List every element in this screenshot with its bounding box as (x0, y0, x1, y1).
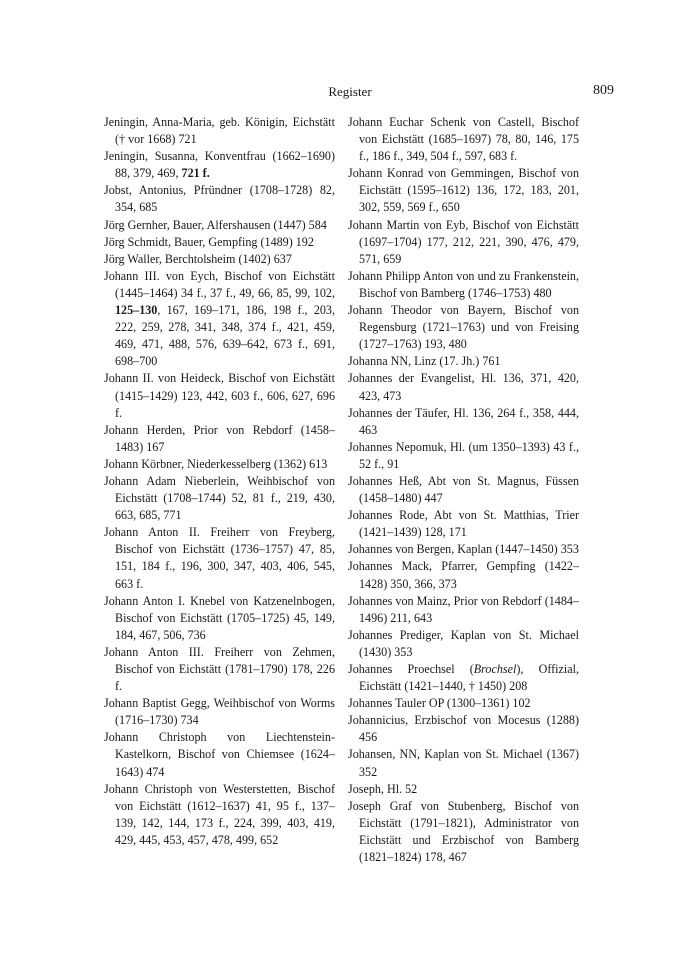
index-entry: Johann Körbner, Niederkesselberg (1362) 613 (104, 456, 328, 471)
index-entry: Johann Martin von Eyb, Bischof von Eichstätt (1697–1704) 177, 212, 221, 390, 476, 479, 571, 659 (348, 217, 579, 266)
index-entry: Johannes Rode, Abt von St. Matthias, Trier (1421–1439) 128, 171 (348, 508, 579, 540)
index-entry: Jörg Waller, Berchtolsheim (1402) 637 (104, 251, 292, 266)
index-entry: Johannes Tauler OP (1300–1361) 102 (348, 696, 531, 711)
index-entry: Johannes von Mainz, Prior von Rebdorf (1484–1496) 211, 643 (348, 593, 579, 625)
index-entry: Johannes Nepomuk, Hl. (um 1350–1393) 43 f., 52 f., 91 (348, 439, 579, 471)
index-entry: Jeningin, Susanna, Konventfrau (1662–1690) 88, 379, 469, 721 f. (104, 149, 335, 181)
index-entry: Johanna NN, Linz (17. Jh.) 761 (348, 354, 501, 369)
index-entry: Johann Theodor von Bayern, Bischof von Regensburg (1721–1763) und von Freising (1727–1763) 193, 480 (348, 303, 579, 352)
index-entry: Johann Euchar Schenk von Castell, Bischof von Eichstätt (1685–1697) 78, 80, 146, 175 f., 186 f., 349, 504 f., 597, 683 f. (348, 115, 579, 164)
index-entry: Joseph Graf von Stubenberg, Bischof von Eichstätt (1791–1821), Administrator von Eichstätt und Erzbischof von Bamberg (1821–1824) 178, 467 (348, 798, 579, 865)
index-entry: Johannicius, Erzbischof von Mocesus (1288) 456 (348, 713, 579, 745)
page-number: 809 (593, 83, 614, 98)
index-column-left (104, 114, 335, 849)
running-title: Register (328, 84, 372, 99)
index-entry: Johannes der Täufer, Hl. 136, 264 f., 358, 444, 463 (348, 405, 579, 437)
index-entry: Johann Anton I. Knebel von Katzenelnbogen, Bischof von Eichstätt (1705–1725) 45, 149, 184, 467, 506, 736 (104, 593, 335, 642)
index-entry: Johann Adam Nieberlein, Weihbischof von Eichstätt (1708–1744) 52, 81 f., 219, 430, 663, 685, 771 (104, 473, 335, 523)
index-entry: Jörg Gernher, Bauer, Alfershausen (1447) 584 (104, 217, 327, 232)
index-entry: Johann Anton III. Freiherr von Zehmen, Bischof von Eichstätt (1781–1790) 178, 226 f. (104, 644, 335, 694)
index-entry: Johannes Heß, Abt von St. Magnus, Füssen (1458–1480) 447 (348, 473, 579, 506)
index-entry: Johannes von Bergen, Kaplan (1447–1450) 353 (348, 542, 579, 557)
index-entry: Jobst, Antonius, Pfründner (1708–1728) 82, 354, 685 (104, 183, 335, 215)
index-entry: Johannes der Evangelist, Hl. 136, 371, 420, 423, 473 (348, 371, 579, 403)
index-entry: Johann Baptist Gegg, Weihbischof von Worms (1716–1730) 734 (104, 696, 335, 728)
index-entry: Johann II. von Heideck, Bischof von Eichstätt (1415–1429) 123, 442, 603 f., 606, 627, 696 f. (104, 371, 335, 420)
index-entry: Johann Christoph von Westerstetten, Bischof von Eichstätt (1612–1637) 41, 95 f., 137–139, 142, 144, 173 f., 224, 399, 403, 419, 429, 445, 453, 457, 478, 499, 652 (104, 781, 335, 847)
index-entry: Johannes Mack, Pfarrer, Gempfing (1422–1428) 350, 366, 373 (348, 559, 579, 591)
index-entry: Johann Philipp Anton von und zu Frankenstein, Bischof von Bamberg (1746–1753) 480 (348, 268, 579, 300)
index-entry: Joseph, Hl. 52 (348, 781, 418, 796)
index-entry: Johansen, NN, Kaplan von St. Michael (1367) 352 (348, 747, 579, 779)
index-entry: Jörg Schmidt, Bauer, Gempfing (1489) 192 (104, 234, 314, 249)
index-entry: Johann Anton II. Freiherr von Freyberg, Bischof von Eichstätt (1736–1757) 47, 85, 151, 184 f., 196, 300, 347, 403, 406, 545, 663 f. (104, 525, 335, 591)
index-entry: Johann Herden, Prior von Rebdorf (1458–1483) 167 (104, 422, 335, 454)
index-entry: Johann Christoph von Liechtenstein-Kastelkorn, Bischof von Chiemsee (1624–1643) 474 (104, 730, 335, 779)
index-entry: Johannes Prediger, Kaplan von St. Michael (1430) 353 (348, 627, 579, 659)
index-entry: Johann III. von Eych, Bischof von Eichstätt (1445–1464) 34 f., 37 f., 49, 66, 85, 99, 102, 125–130, 167, 169–171, 186, 198 f., 203, 222, 259, 278, 341, 348, 374 f., 421, 459, 469, 471, 488, 576, 639–642, 673 f., 691, 698–700 (104, 268, 335, 369)
index-entry: Jeningin, Anna-Maria, geb. Königin, Eichstätt († vor 1668) 721 (104, 115, 335, 147)
index-entry: Johannes Proechsel (Brochsel), Offizial, Eichstätt (1421–1440, † 1450) 208 (348, 662, 579, 694)
index-entry: Johann Konrad von Gemmingen, Bischof von Eichstätt (1595–1612) 136, 172, 183, 201, 302, 559, 569 f., 650 (348, 166, 579, 215)
index-column-right (348, 114, 579, 866)
